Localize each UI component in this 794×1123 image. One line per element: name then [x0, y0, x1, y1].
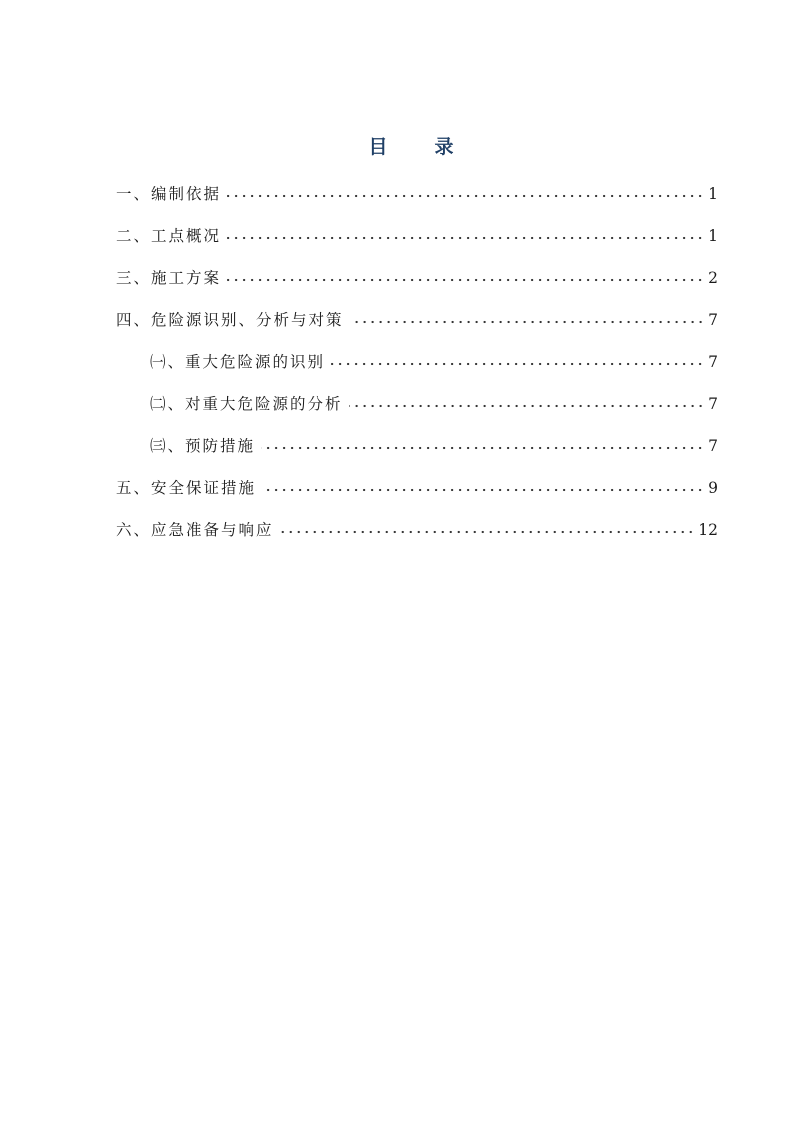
- toc-entry-label: 三、施工方案: [116, 269, 222, 287]
- toc-entry-page-number: 7: [708, 311, 718, 329]
- toc-entry-2[interactable]: [116, 214, 718, 256]
- toc-entry-page-number: 7: [708, 437, 718, 455]
- table-of-contents: [116, 172, 718, 550]
- toc-entry-6[interactable]: [116, 508, 718, 550]
- toc-entry-4[interactable]: [116, 298, 718, 340]
- toc-entry-page-number: 9: [708, 479, 718, 497]
- toc-entry-label: ㈢、预防措施: [150, 437, 256, 455]
- toc-entry-label: 四、危险源识别、分析与对策: [116, 311, 344, 329]
- toc-entry-1[interactable]: [116, 172, 718, 214]
- toc-dot-leader: [349, 403, 705, 409]
- toc-dot-leader: [350, 319, 705, 325]
- toc-entry-page-number: 1: [708, 185, 718, 203]
- toc-dot-leader: [227, 235, 704, 241]
- toc-dot-leader: [331, 361, 704, 367]
- toc-entry-3[interactable]: [116, 256, 718, 298]
- toc-entry-label: ㈡、对重大危险源的分析: [150, 395, 343, 413]
- toc-entry-label: 六、应急准备与响应: [116, 521, 274, 539]
- toc-entry-page-number: 1: [708, 227, 718, 245]
- toc-entry-page-number: 7: [708, 395, 718, 413]
- toc-entry-page-number: 2: [708, 269, 718, 287]
- toc-entry-5[interactable]: [116, 466, 718, 508]
- toc-entry-label: 二、工点概况: [116, 227, 222, 245]
- toc-entry-4-3[interactable]: [116, 424, 718, 466]
- toc-entry-page-number: 7: [708, 353, 718, 371]
- toc-title: 目 录: [368, 136, 468, 158]
- toc-entry-4-2[interactable]: [116, 382, 718, 424]
- toc-entry-label: 五、安全保证措施: [116, 479, 257, 497]
- toc-entry-page-number: 12: [698, 521, 718, 539]
- toc-entry-4-1[interactable]: [116, 340, 718, 382]
- toc-dot-leader: [227, 277, 704, 283]
- toc-entry-label: 一、编制依据: [116, 185, 222, 203]
- toc-dot-leader: [262, 487, 704, 493]
- toc-dot-leader: [280, 529, 695, 535]
- toc-entry-label: ㈠、重大危险源的识别: [150, 353, 326, 371]
- toc-dot-leader: [227, 193, 704, 199]
- toc-dot-leader: [261, 445, 704, 451]
